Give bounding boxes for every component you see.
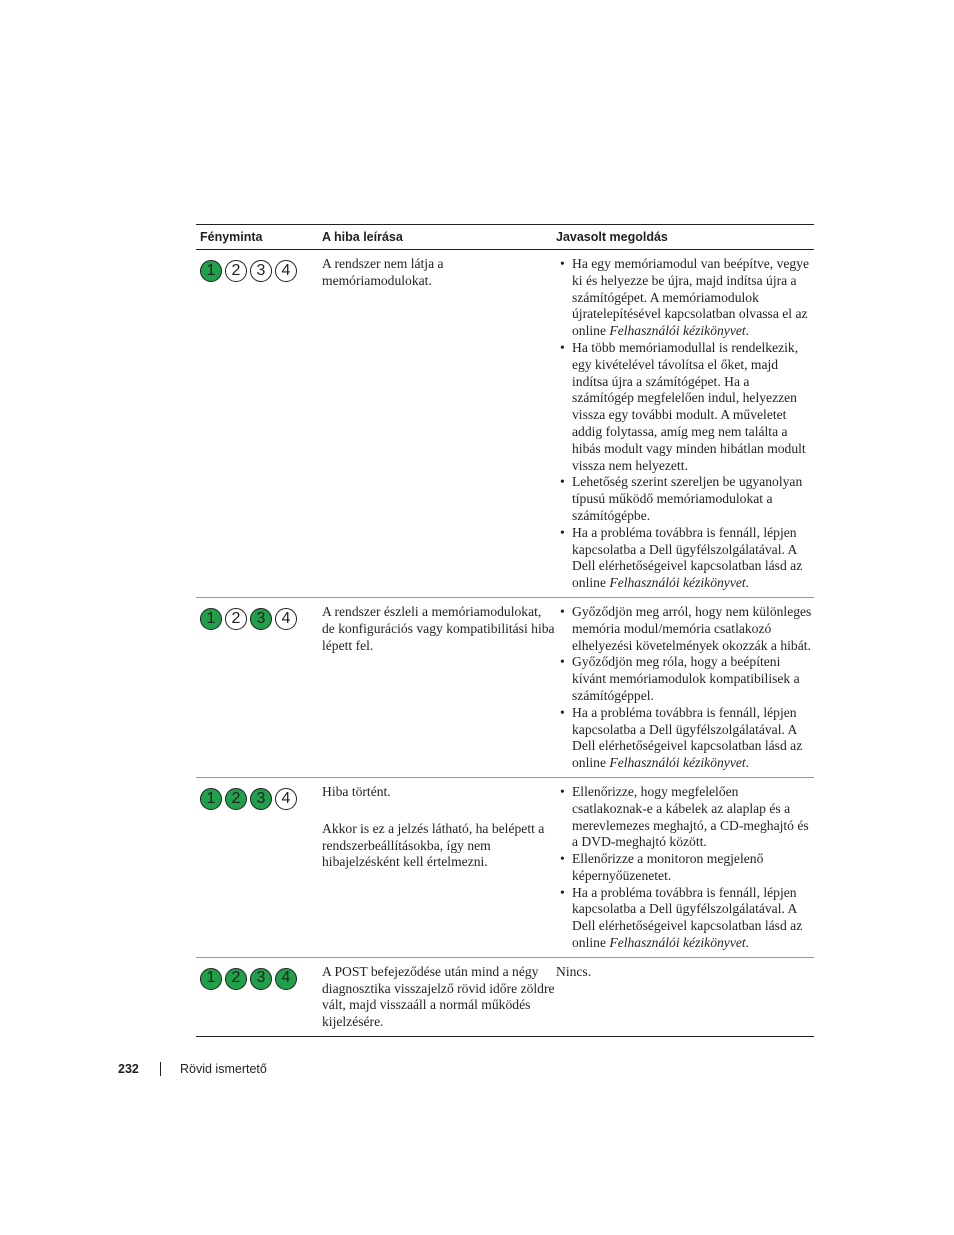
table-row — [196, 250, 814, 598]
page-number: 232 — [118, 1062, 139, 1076]
resolution-list — [556, 784, 814, 952]
resolution-item — [556, 654, 814, 704]
problem-description-text: A rendszer nem látja a memóriamodulokat. — [322, 256, 444, 288]
diagnostic-light-4-icon: 4 — [275, 260, 297, 282]
resolution-item — [556, 340, 814, 474]
resolution-text-end: . — [745, 935, 750, 951]
resolution-item — [556, 604, 814, 654]
light-pattern-cell — [196, 784, 322, 952]
resolution-text: Ha több memóriamodullal is rendelkezik, egy kivételével távolítsa el őket, majd indítsa újra a számítógépet. Ha a számítógép megfelelően indul, helyezzen vissza egy további modult. A műveletet addig folytassa, amíg meg nem találta a hibás modult vagy minden hibátlan modult vissza nem helyezett. — [572, 339, 806, 473]
table-body — [196, 250, 814, 1037]
suggested-resolution-cell — [556, 784, 814, 952]
diagnostic-light-1-icon: 1 — [200, 260, 222, 282]
diagnostic-light-4-icon: 4 — [275, 608, 297, 630]
user-guide-reference: Felhasználói kézikönyvet — [609, 935, 746, 951]
resolution-list — [556, 604, 814, 772]
table-header — [196, 225, 814, 250]
resolution-item — [556, 256, 814, 340]
resolution-item — [556, 705, 814, 772]
diagnostic-light-2-icon: 2 — [225, 968, 247, 990]
table-row — [196, 958, 814, 1037]
diagnostic-light-1-icon: 1 — [200, 968, 222, 990]
resolution-text: Nincs. — [556, 963, 592, 979]
diagnostic-light-2-icon: 2 — [225, 788, 247, 810]
resolution-item — [556, 885, 814, 952]
resolution-list — [556, 256, 814, 592]
problem-description-text: A rendszer észleli a memóriamodulokat, de konfigurációs vagy kompatibilitási hiba lépett fel. — [322, 603, 555, 653]
resolution-text: Ellenőrizze a monitoron megjelenő képernyőüzenetet. — [572, 851, 764, 883]
problem-description-text: Hiba történt. — [322, 783, 391, 799]
resolution-text-end: . — [745, 575, 750, 591]
diagnostic-light-1-icon: 1 — [200, 788, 222, 810]
resolution-text: Ha a probléma továbbra is fennáll, lépjen kapcsolatba a Dell ügyfélszolgálatával. A Dell elérhetőségeivel kapcsolatban lásd az online — [572, 704, 803, 771]
problem-description-text: A POST befejeződése után mind a négy diagnosztika visszajelző rövid időre zöldre vált, majd visszaáll a normál működés kijelzésére. — [322, 963, 555, 1030]
diagnostic-lights — [196, 784, 322, 810]
suggested-resolution-cell — [556, 964, 814, 1031]
diagnostic-light-3-icon: 3 — [250, 788, 272, 810]
suggested-resolution-cell — [556, 604, 814, 772]
resolution-item — [556, 525, 814, 592]
resolution-text: Ha a probléma továbbra is fennáll, lépjen kapcsolatba a Dell ügyfélszolgálatával. A Dell elérhetőségeivel kapcsolatban lásd az online — [572, 524, 803, 591]
resolution-item — [556, 784, 814, 851]
resolution-text-end: . — [745, 323, 750, 339]
problem-description-cell — [322, 256, 556, 592]
diagnostic-light-2-icon: 2 — [225, 608, 247, 630]
resolution-text: Ha egy memóriamodul van beépítve, vegye ki és helyezze be újra, majd indítsa újra a számítógépet. A memóriamodulok újratelepítésével kapcsolatban olvassa el az online — [572, 256, 810, 339]
diagnostic-lights — [196, 604, 322, 630]
page-footer — [118, 1062, 267, 1076]
light-pattern-cell — [196, 256, 322, 592]
resolution-text: Ellenőrizze, hogy megfelelően csatlakoznak-e a kábelek az alaplap és a merevlemezes meghajtó, a CD-meghajtó és a DVD-meghajtó között. — [572, 783, 809, 850]
footer-section-title: Rövid ismertető — [180, 1062, 267, 1076]
diagnostic-light-4-icon: 4 — [275, 788, 297, 810]
header-light-pattern: Fényminta — [200, 230, 263, 244]
resolution-text: Győződjön meg róla, hogy a beépíteni kívánt memóriamodulok kompatibilisek a számítógéppel. — [572, 654, 800, 703]
diagnostic-light-3-icon: 3 — [250, 968, 272, 990]
problem-description-text: Akkor is ez a jelzés látható, ha belépett a rendszerbeállításokba, így nem hibajelzésként kell értelmezni. — [322, 820, 545, 870]
resolution-text-end: . — [745, 755, 750, 771]
diagnostic-light-2-icon: 2 — [225, 260, 247, 282]
user-guide-reference: Felhasználói kézikönyvet — [609, 323, 746, 339]
diagnostic-lights-table — [196, 224, 814, 1037]
problem-description-cell — [322, 604, 556, 772]
diagnostic-lights — [196, 964, 322, 990]
resolution-text: Győződjön meg arról, hogy nem különleges memória modul/memória csatlakozó elhelyezési követelmények okozzák a hibát. — [572, 603, 812, 653]
header-problem-description: A hiba leírása — [322, 230, 403, 244]
diagnostic-light-3-icon: 3 — [250, 608, 272, 630]
light-pattern-cell — [196, 604, 322, 772]
suggested-resolution-cell — [556, 256, 814, 592]
header-suggested-resolution: Javasolt megoldás — [556, 230, 668, 244]
user-guide-reference: Felhasználói kézikönyvet — [609, 575, 746, 591]
light-pattern-cell — [196, 964, 322, 1031]
table-row — [196, 778, 814, 958]
diagnostic-light-3-icon: 3 — [250, 260, 272, 282]
table-row — [196, 598, 814, 778]
footer-divider — [160, 1062, 161, 1076]
resolution-text: Ha a probléma továbbra is fennáll, lépjen kapcsolatba a Dell ügyfélszolgálatával. A Dell elérhetőségeivel kapcsolatban lásd az online — [572, 884, 803, 951]
resolution-item — [556, 851, 814, 885]
diagnostic-light-4-icon: 4 — [275, 968, 297, 990]
resolution-item — [556, 474, 814, 524]
resolution-text: Lehetőség szerint szereljen be ugyanolyan típusú működő memóriamodulokat a számítógépbe. — [572, 474, 803, 523]
problem-description-cell — [322, 964, 556, 1031]
user-guide-reference: Felhasználói kézikönyvet — [609, 755, 746, 771]
problem-description-cell — [322, 784, 556, 952]
diagnostic-light-1-icon: 1 — [200, 608, 222, 630]
diagnostic-lights — [196, 256, 322, 282]
